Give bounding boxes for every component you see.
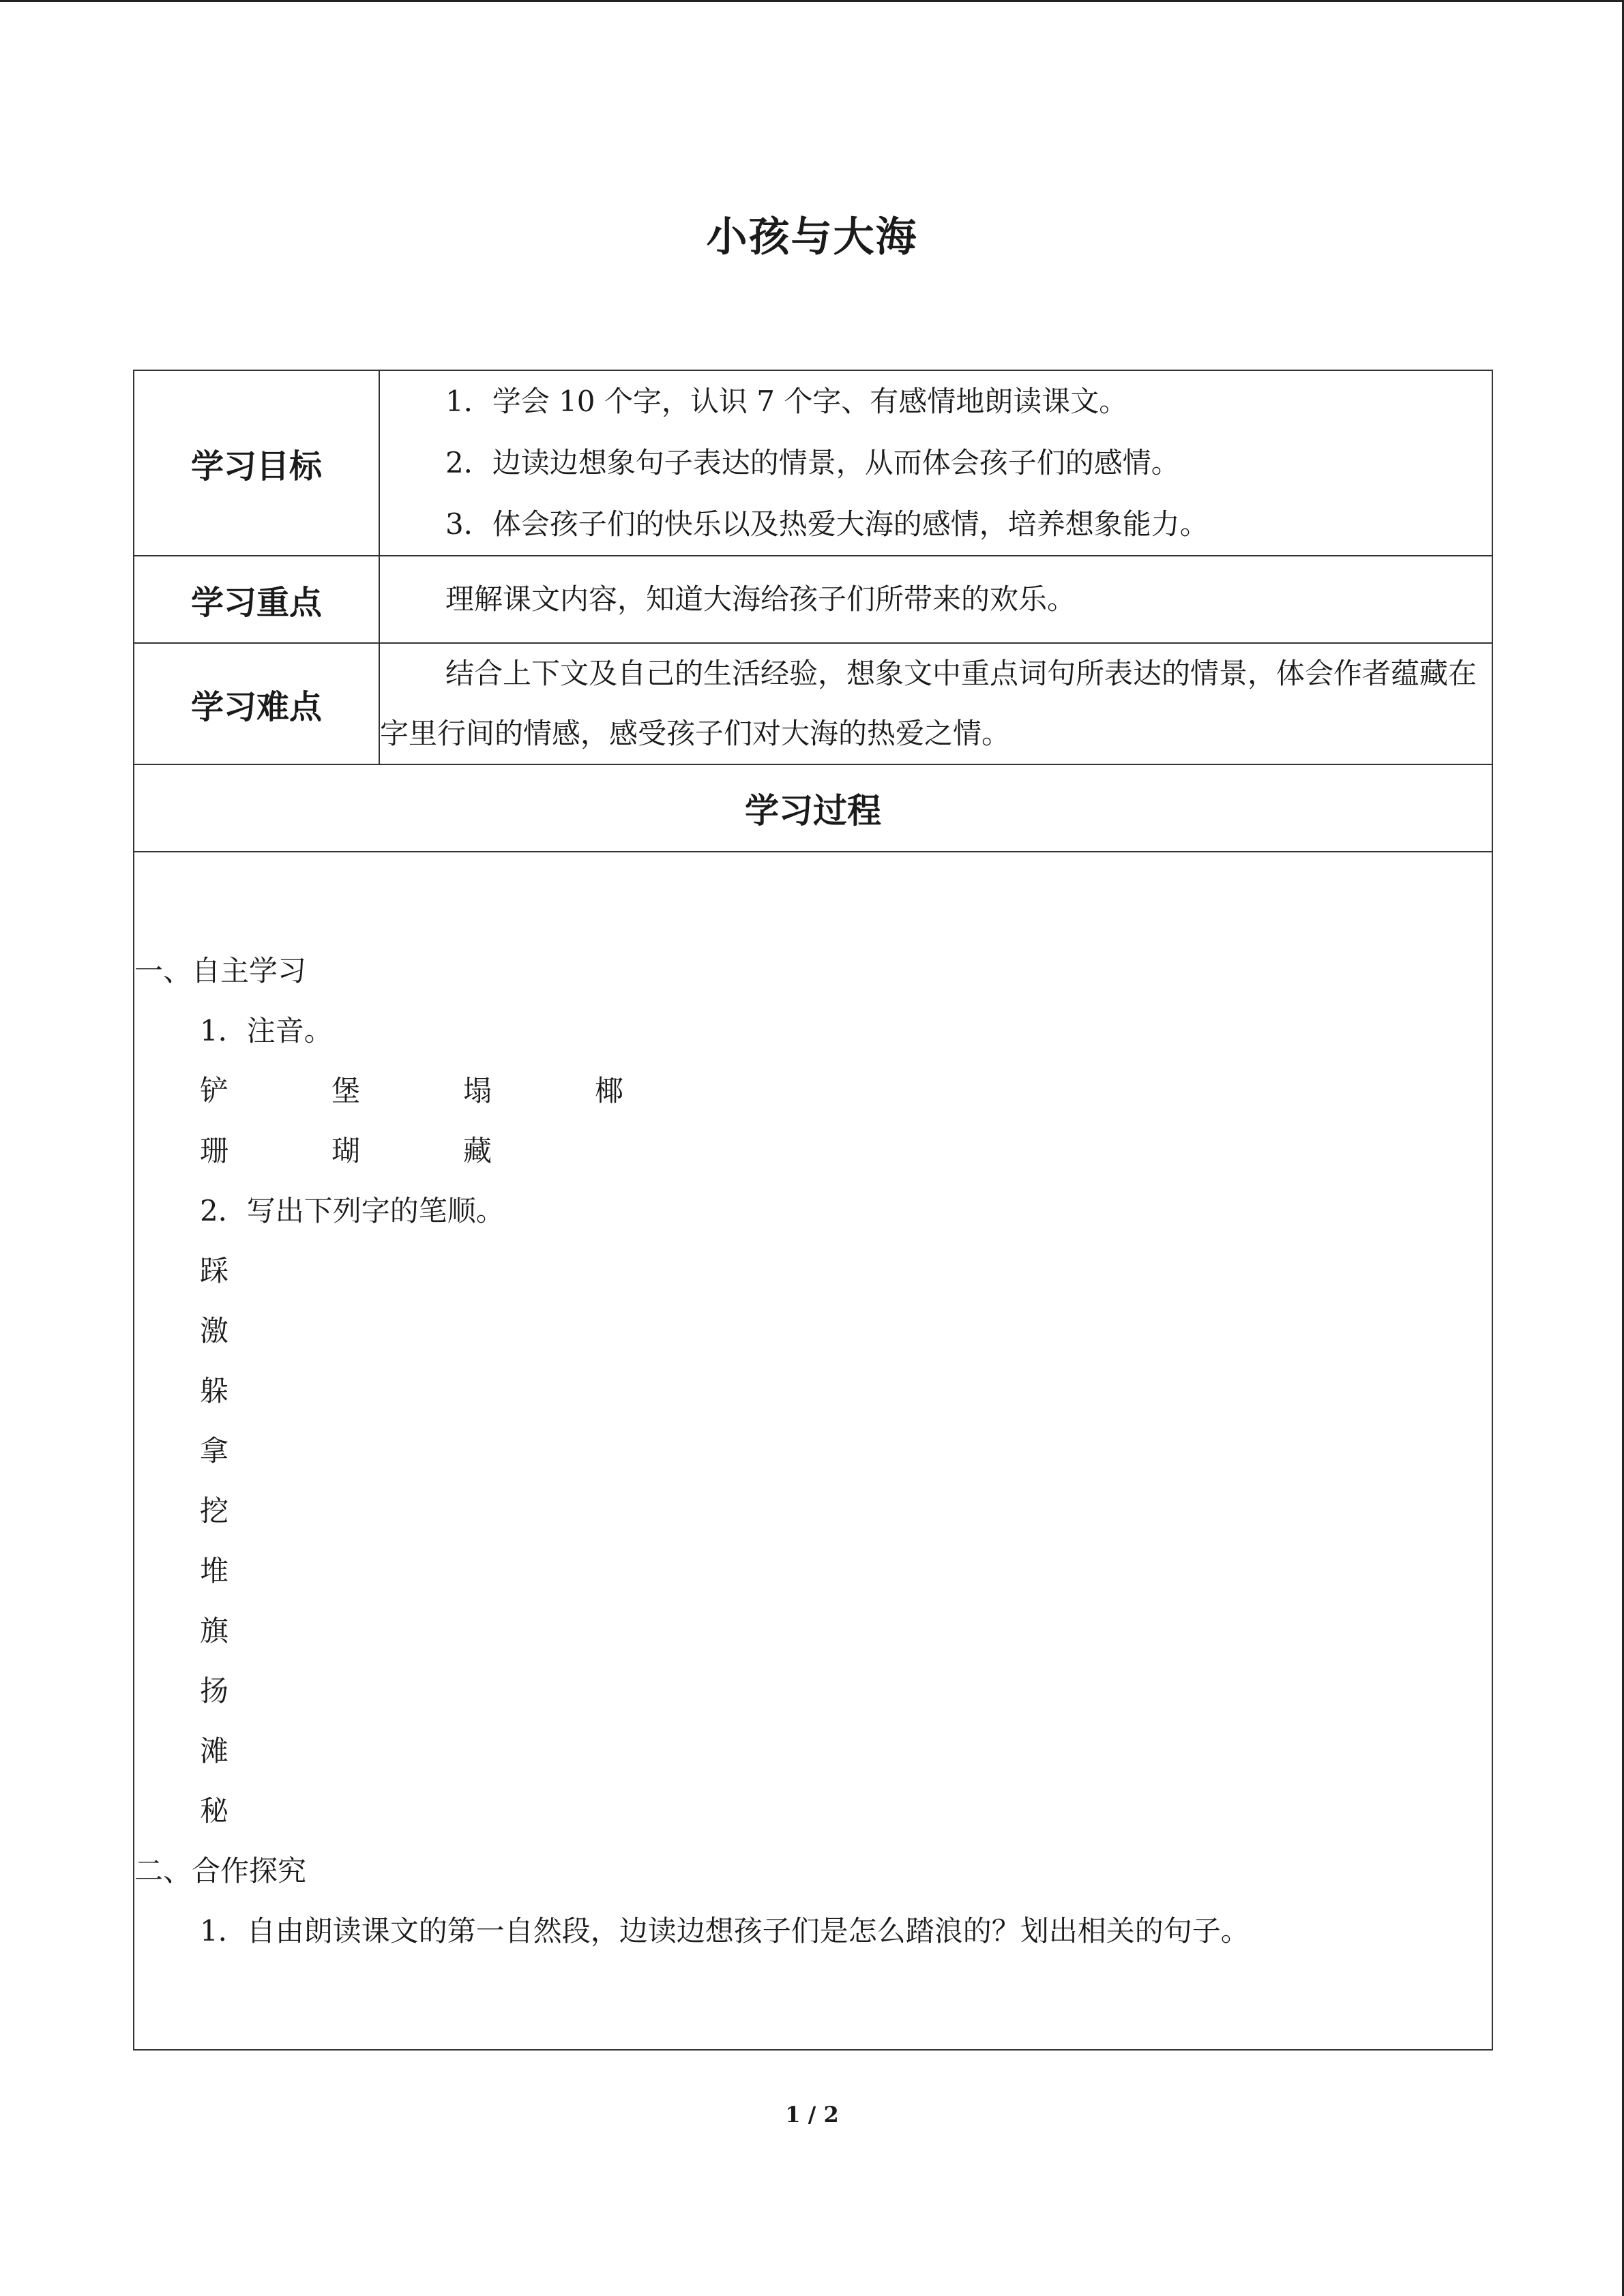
focus-label: 学习重点 — [134, 556, 379, 643]
focus-row — [134, 556, 1492, 643]
pinyin-char: 珊 — [200, 1133, 229, 1167]
goals-content — [379, 370, 1492, 556]
page-title: 小孩与大海 — [706, 213, 918, 261]
lesson-table — [133, 370, 1493, 2051]
goals-label: 学习目标 — [134, 370, 379, 556]
stroke-char: 旗 — [200, 1613, 229, 1648]
stroke-char: 躲 — [200, 1373, 229, 1407]
pinyin-char: 铲 — [200, 1073, 229, 1107]
stroke-char: 激 — [200, 1313, 229, 1347]
pinyin-row-2 — [134, 1121, 1492, 1181]
stroke-char: 扬 — [200, 1673, 229, 1708]
task2-title: 2．写出下列字的笔顺。 — [200, 1193, 505, 1227]
stroke-char: 滩 — [200, 1733, 229, 1768]
top-border-line — [0, 0, 1624, 2]
difficulty-text: 结合上下文及自己的生活经验，想象文中重点词句所表达的情景，体会作者蕴藏在字里行间的情感，感受孩子们对大海的热爱之情。 — [380, 657, 1477, 750]
stroke-char: 挖 — [200, 1493, 229, 1527]
goal-item-1: 1．学会 10 个字，认识 7 个字、有感情地朗读课文。 — [445, 385, 1128, 418]
focus-text: 理解课文内容，知道大海给孩子们所带来的欢乐。 — [445, 582, 1076, 616]
difficulty-content — [379, 643, 1492, 764]
stroke-char: 堆 — [200, 1553, 229, 1587]
pinyin-char: 椰 — [595, 1073, 624, 1107]
process-heading: 学习过程 — [134, 764, 1492, 852]
process-row — [134, 852, 1492, 2050]
page-number: 1 / 2 — [785, 2102, 839, 2128]
stroke-char: 秘 — [200, 1793, 229, 1828]
goal-item-2: 2．边读边想象句子表达的情景，从而体会孩子们的感情。 — [445, 446, 1180, 479]
focus-content — [379, 556, 1492, 643]
process-content — [134, 852, 1492, 2050]
section2-task1: 1．自由朗读课文的第一自然段，边读边想孩子们是怎么踏浪的？划出相关的句子。 — [200, 1913, 1250, 1948]
section2-title: 二、合作探究 — [134, 1853, 307, 1888]
goal-item-3: 3．体会孩子们的快乐以及热爱大海的感情，培养想象能力。 — [445, 507, 1209, 541]
difficulty-label: 学习难点 — [134, 643, 379, 764]
stroke-char: 踩 — [200, 1253, 229, 1287]
goals-row — [134, 370, 1492, 556]
pinyin-row-1 — [134, 1061, 1492, 1121]
pinyin-char: 瑚 — [331, 1133, 361, 1167]
section1-title: 一、自主学习 — [134, 953, 307, 987]
stroke-char: 拿 — [200, 1433, 229, 1467]
task1-title: 1．注音。 — [200, 1013, 333, 1047]
pinyin-char: 堡 — [331, 1073, 361, 1107]
pinyin-char: 藏 — [463, 1133, 492, 1167]
difficulty-row — [134, 643, 1492, 764]
process-heading-row — [134, 764, 1492, 852]
pinyin-char: 塌 — [463, 1073, 492, 1107]
